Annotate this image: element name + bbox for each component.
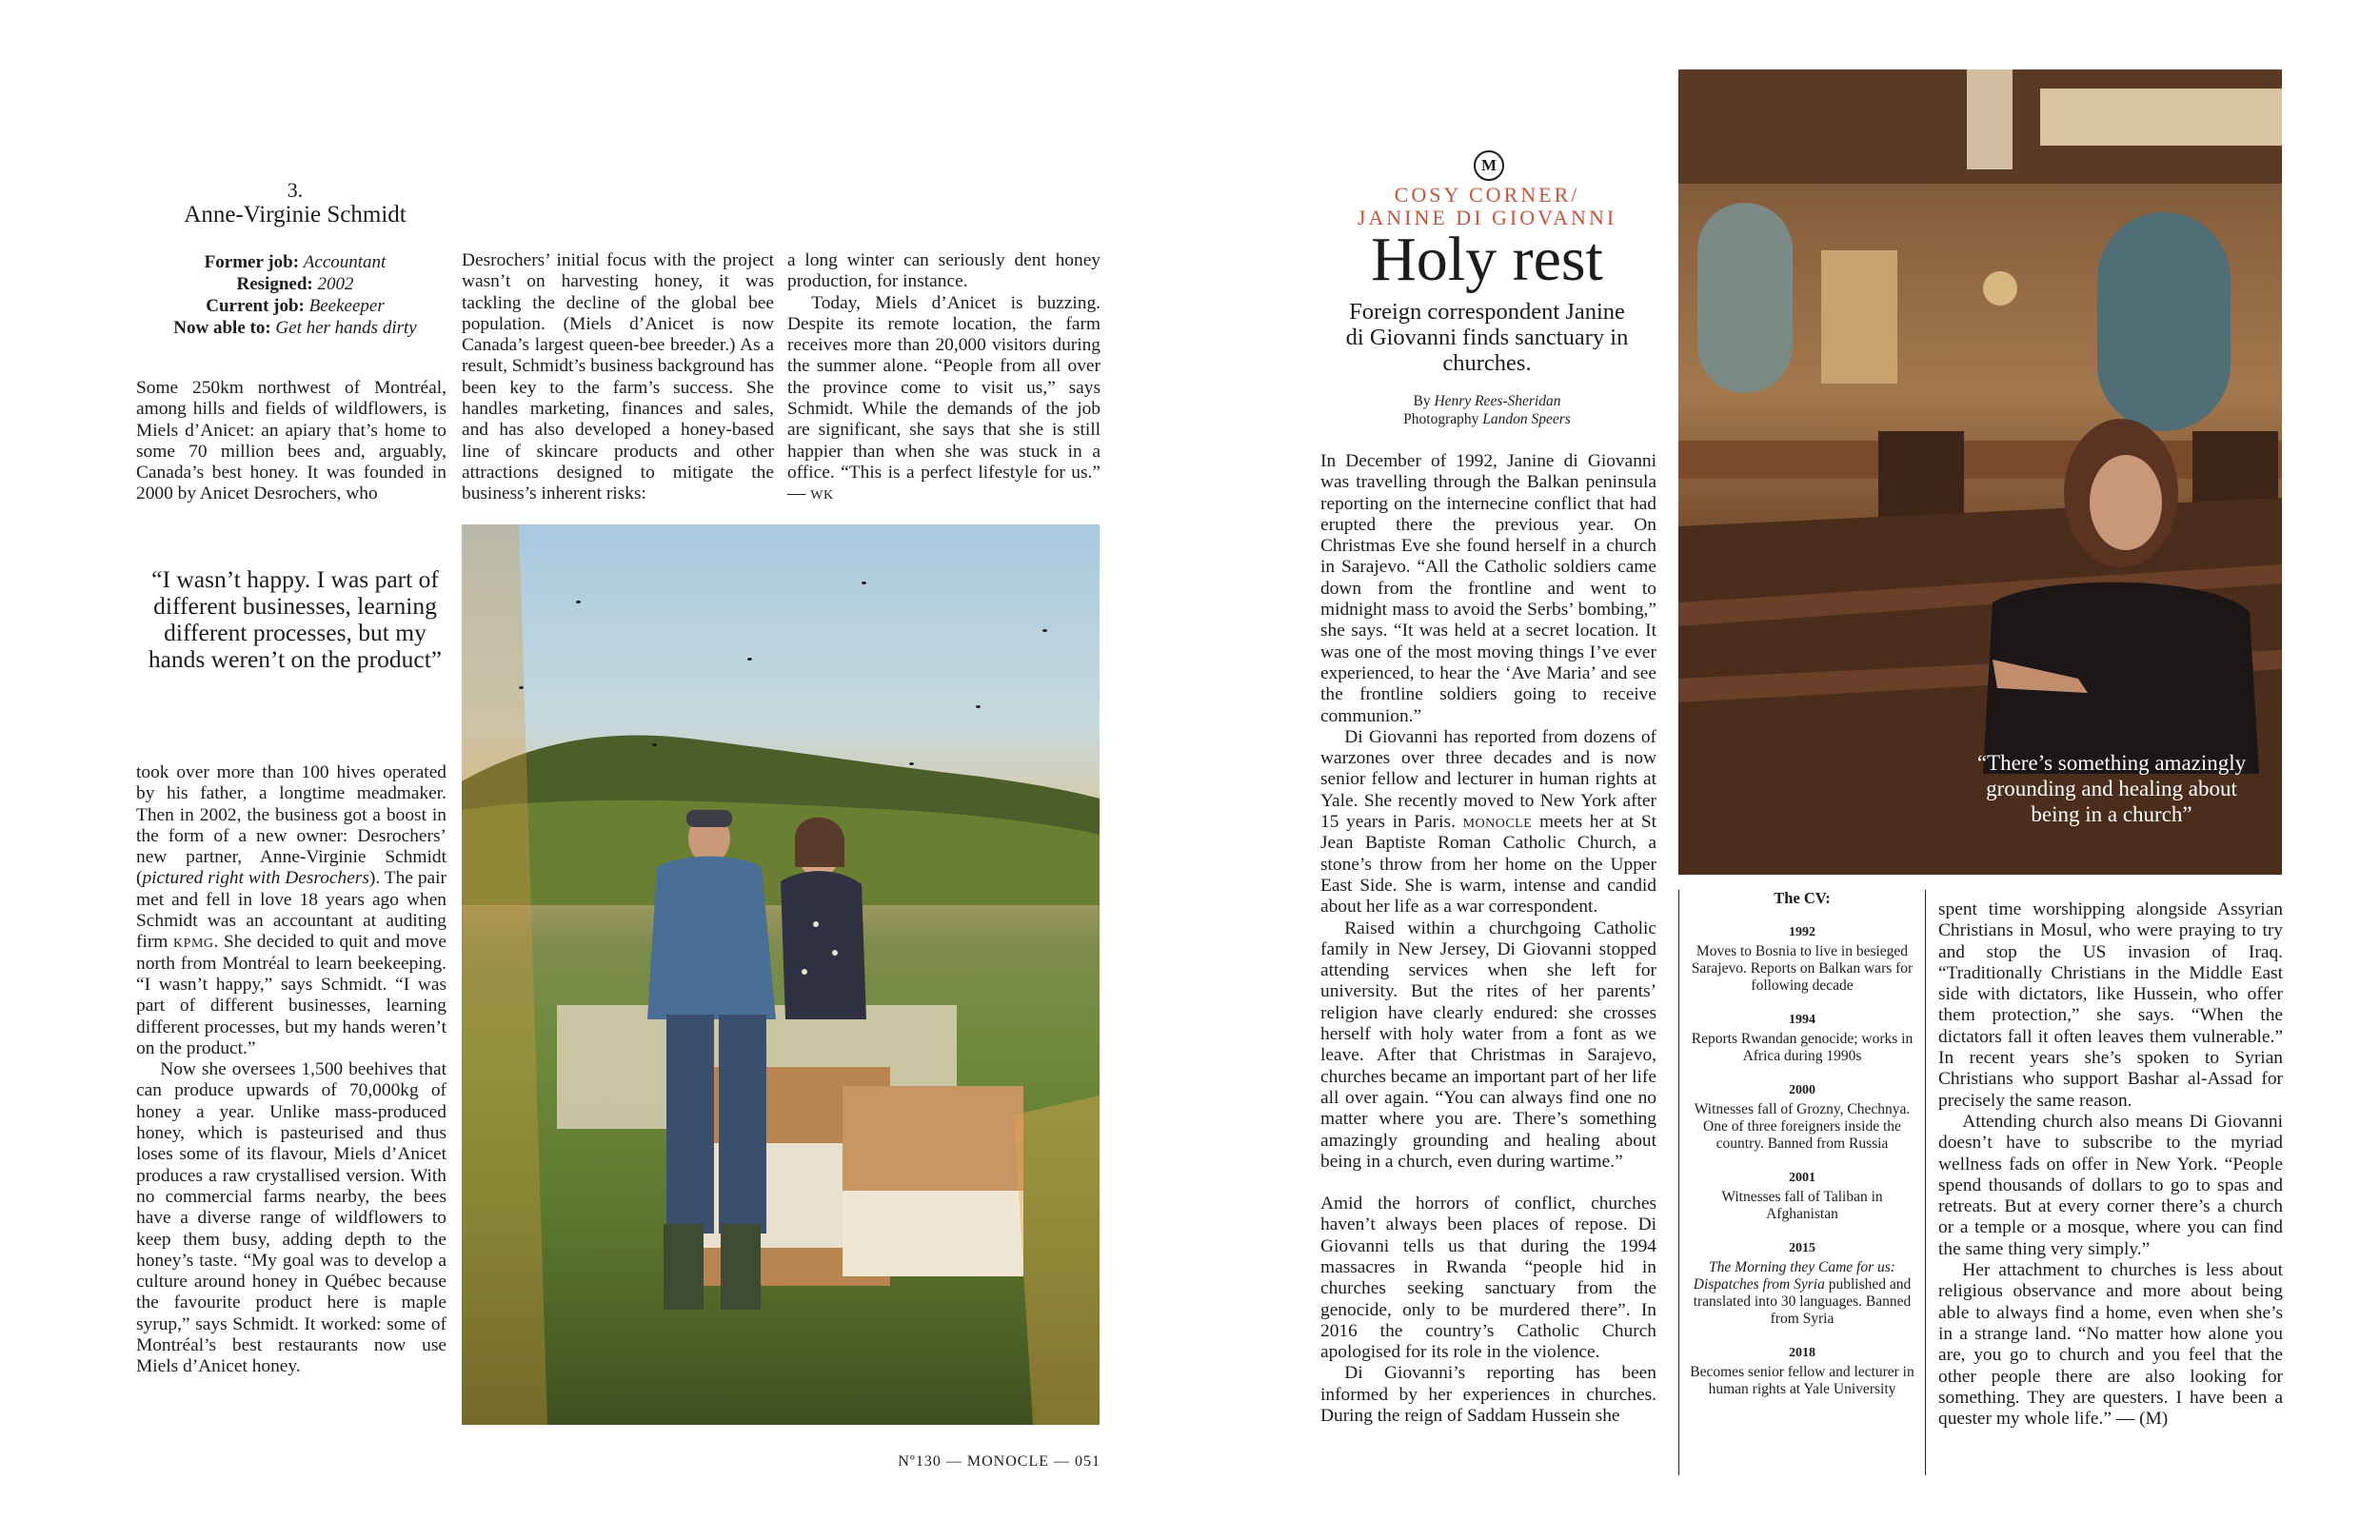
left-col3: a long winter can seriously dent honey production, for instance. Today, Miels d’Anicet is buzzing. Despite its remote location, the farm receives more than 20,000 visitors during the summer alone. “People from all over the province come to visit us,” says Schmidt. While the demands of the job are significant, she says that she is still happier than when she was stuck in a office. “This is a perfect lifestyle for us.” — wk [787,250,1101,504]
church-photo [1678,69,2282,875]
folio: Nº130 — MONOCLE — 051 [898,1453,1101,1470]
cv-title: The CV: [1774,889,1831,907]
cv-entry: 2000 Witnesses fall of Grozny, Chechnya. One of three foreigners inside the country. Banned from Russia [1694,1083,1911,1152]
pull-quote: “I wasn’t happy. I was part of different businesses, learning different processes, but my hands weren’t on the product” [148,565,443,673]
byline: By Henry Rees-Sheridan Photography Landon Speers [1403,393,1571,427]
fact-row: Current job: Beekeeper [206,296,385,316]
right-col1: In December of 1992, Janine di Giovanni was travelling through the Balkan peninsula reporting on the internecine conflict that had erupted there the previous year. On Christmas Eve she found herself in a church in Sarajevo. “All the Catholic soldiers came down from the frontline and went to midnight mass to avoid the Serbs’ bombing,” she says. “It was held at a secret location. It was one of the most moving things I’ve ever experienced, to hear the ‘Ave Maria’ and see the frontline soldiers going to receive communion.” Di Giovanni has reported from dozens of warzones over three decades and is now senior fellow and lecturer in human rights at Yale. She recently moved to New York after 15 years in Paris. monocle meets her at St Jean Baptiste Roman Catholic Church, a stone’s throw from her home on the Upper East Side. She is warm, intense and candid about her life as a war correspondent. Raised within a churchgoing Catholic family in New Jersey, Di Giovanni stopped attending services when she left for university. But the rites of her parents’ religion have clearly endured: she crosses herself with holy water from a font as we leave. After that Christmas in Sarajevo, churches became an important part of her life all over again. “You can always find one no matter where you are. There’s something amazingly grounding and healing about being in a church, even during wartime.” Amid the horrors of conflict, churches haven’t always been places of repose. Di Giovanni tells us that during the 1994 massacres in Rwanda “people hid in churches seeking sanctuary from the genocide, only to be murdered there”. In 2016 the country’s Catholic Church apologised for its role in the violence. Di Giovanni’s reporting has been informed by her experiences in churches. During the reign of Saddam Hussein she [1320,451,1656,1427]
cv-entry: 1992 Moves to Bosnia to live in besieged Sarajevo. Reports on Balkan wars for following decade [1691,925,1914,994]
monocle-logo-icon: M [1474,150,1504,181]
headline: Holy rest [1371,225,1603,294]
cv-divider-left [1678,890,1679,1475]
cv-entry: 2018 Becomes senior fellow and lecturer in human rights at Yale University [1690,1346,1914,1397]
photo-quote: “There’s something amazingly grounding and healing about being in a church” [1976,751,2247,826]
cv-entry: 2001 Witnesses fall of Taliban in Afghanistan [1721,1171,1883,1222]
profile-header [143,179,447,228]
profile-facts [133,251,457,339]
photo-scene [462,524,1100,1425]
cv-divider-right [1925,890,1926,1475]
right-col3: spent time worshipping alongside Assyrian Christians in Mosul, who were praying to try and stop the US invasion of Iraq. “Traditionally Christians in the Middle East side with dictators, like Hussein, who offer them protection,” she says. “When the dictators fall it often leaves them vulnerable.” In recent years she’s spoken to Syrian Christians who support Bashar al-Assad for precisely the same reason. Attending church also means Di Giovanni doesn’t have to subscribe to the myriad wellness fads on offer in New York. “People spend thousands of dollars to go to spas and retreats. But at every corner there’s a church or a temple or a mosque, where you can find the same thing very simply.” Her attachment to churches is less about religious observance and more about being able to always find a home, even when she’s in a strange land. “No matter how alone you are, you go to church and you feel that the other people there are also looking for something. They are questers. I have been a quester my whole life.” — (M) [1938,899,2283,1430]
profile-number: 3. [287,178,304,202]
cv-entry: 1994 Reports Rwandan genocide; works in Africa during 1990s [1691,1013,1914,1064]
fact-row: Former job: Accountant [204,252,387,272]
fact-row: Now able to: Get her hands dirty [173,318,417,338]
kicker: COSY CORNER/ JANINE DI GIOVANNI [1357,183,1617,229]
left-col2: Desrochers’ initial focus with the project wasn’t on harvesting honey, it was tackling the decline of the global bee population. (Miels d’Anicet is now Canada’s largest queen-bee breeder.) As a result, Schmidt’s business background has been key to the farm’s success. She handles marketing, finances and sales, and has also developed a honey-based line of skincare products and other attractions designed to mitigate the business’s inherent risks: [462,250,774,504]
profile-name: Anne-Virginie Schmidt [184,202,407,227]
beekeepers-photo [462,524,1100,1425]
left-col1-bottom: took over more than 100 hives operated by his father, a longtime meadmaker. Then in 2002, the business got a boost in the form of a new owner: Desrochers’ new partner, Anne-Virginie Schmidt (pictured right with Desrochers). The pair met and fell in love 18 years ago when Schmidt was an accountant at auditing firm kpmg. She decided to quit and move north from Montréal to learn beekeeping. “I wasn’t happy,” says Schmidt. “I was part of different businesses, learning different processes, but my hands weren’t on the product.” Now she oversees 1,500 beehives that can produce upwards of 70,000kg of honey a year. Unlike mass-produced honey, which is pasteurised and thus loses some of its flavour, Miels d’Anicet produces a raw crystallised version. With no commercial farms nearby, the bees have a diverse range of wildflowers to keep them busy, adding depth to the honey’s taste. “My goal was to develop a culture around honey in Québec because the favourite product here is maple syrup,” says Schmidt. It worked: some of Montréal’s best restaurants now use Miels d’Anicet honey. [136,762,447,1377]
fact-row: Resigned: 2002 [236,274,354,294]
cv-entry: 2015 The Morning they Came for us: Dispatches from Syria published and translated into 30 languages. Banned from Syria [1693,1241,1912,1327]
left-col1-top: Some 250km northwest of Montréal, among hills and fields of wildflowers, is Miels d’Anicet: an apiary that’s home to some 70 million bees and, arguably, Canada’s best honey. It was founded in 2000 by Anicet Desrochers, who [136,378,446,504]
cv-sidebar [1690,890,1914,1398]
standfirst: Foreign correspondent Janine di Giovanni finds sanctuary in churches. [1345,299,1629,376]
